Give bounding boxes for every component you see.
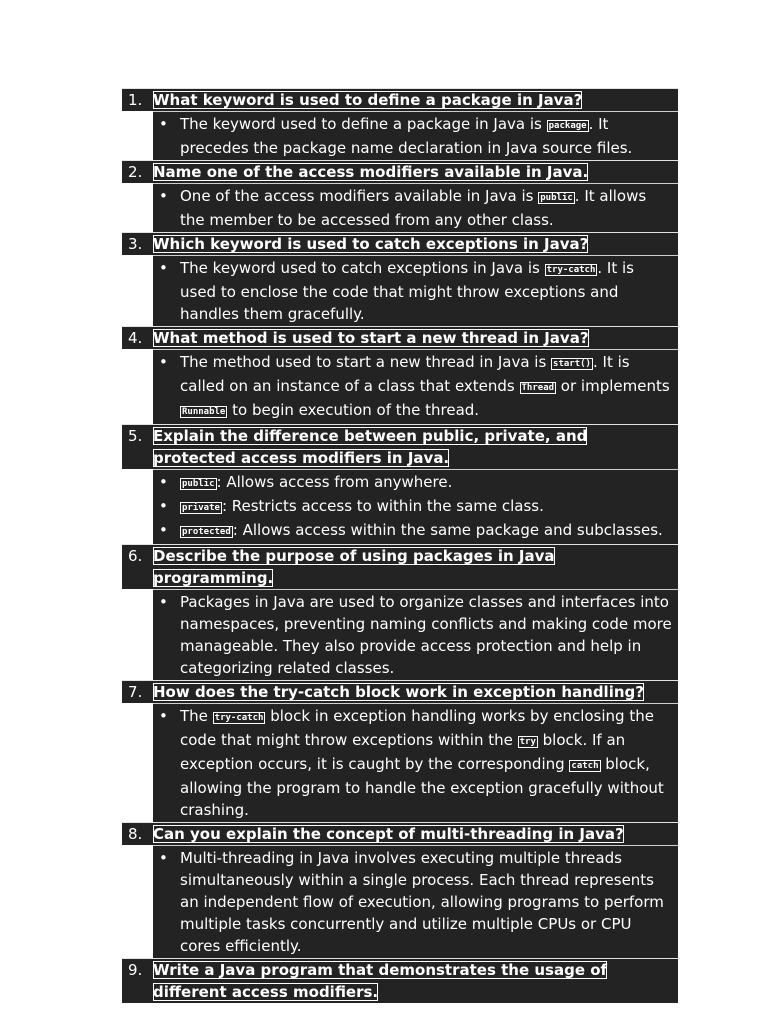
- answer-bullet: [180, 495, 674, 519]
- question-text: What keyword is used to define a package in Java?: [153, 91, 583, 109]
- answer-text: The method used to start a new thread in Java is: [180, 353, 552, 371]
- question-item: [122, 822, 678, 958]
- answer-list: [180, 185, 674, 231]
- code-keyword: try-catch: [214, 713, 264, 723]
- answer-text: block, allowing the program to handle the exception gracefully without crashing.: [180, 755, 664, 819]
- question-heading: [122, 958, 678, 1003]
- answer-text: The keyword used to catch exceptions in Java is: [180, 259, 545, 277]
- answer-block: [153, 255, 678, 326]
- code-keyword: Thread: [521, 383, 555, 393]
- answer-bullet: [180, 471, 674, 495]
- code-keyword: try-catch: [546, 265, 596, 275]
- question-text: What method is used to start a new thread in Java?: [153, 329, 589, 347]
- answer-text: One of the access modifiers available in Java is: [180, 187, 539, 205]
- answer-bullet: [180, 113, 674, 159]
- question-heading: [122, 424, 678, 469]
- answer-text: : Restricts access to within the same class.: [221, 497, 544, 515]
- answer-text: block in exception handling works by enclosing the code that might throw exceptions within the: [180, 707, 654, 749]
- answer-text: or implements: [556, 377, 670, 395]
- answer-bullet: [180, 591, 674, 679]
- question-heading: [122, 822, 678, 845]
- question-text: How does the try-catch block work in exception handling?: [153, 683, 644, 701]
- question-text: Which keyword is used to catch exceptions in Java?: [153, 235, 589, 253]
- answer-list: [180, 847, 674, 957]
- answer-block: [153, 845, 678, 958]
- answer-text: : Allows access from anywhere.: [216, 473, 453, 491]
- question-number: 9.: [128, 961, 143, 979]
- question-heading: [122, 160, 678, 183]
- answer-block: [153, 111, 678, 160]
- answer-block: [153, 469, 678, 544]
- code-keyword: public: [540, 193, 573, 203]
- question-item: [122, 544, 678, 680]
- answer-block: [153, 183, 678, 232]
- question-heading: [122, 544, 678, 589]
- question-text: Explain the difference between public, private, and protected access modifiers in Java.: [153, 427, 588, 467]
- answer-bullet: [180, 519, 674, 543]
- question-item: [122, 326, 678, 424]
- answer-list: [180, 705, 674, 821]
- question-heading: [122, 88, 678, 111]
- answer-text: . It is used to enclose the code that might throw exceptions and handles them gracefully.: [180, 259, 634, 323]
- answer-list: [180, 471, 674, 543]
- question-number: 8.: [128, 825, 143, 843]
- question-text: Describe the purpose of using packages in Java programming.: [153, 547, 555, 587]
- question-text: Write a Java program that demonstrates the usage of different access modifiers.: [153, 961, 608, 1001]
- code-keyword: start(): [553, 359, 591, 369]
- question-heading: [122, 232, 678, 255]
- question-item: [122, 88, 678, 160]
- answer-bullet: [180, 351, 674, 423]
- answer-text: . It allows the member to be accessed from any other class.: [180, 187, 647, 229]
- answer-list: [180, 351, 674, 423]
- question-number: 3.: [128, 235, 143, 253]
- question-number: 2.: [128, 163, 143, 181]
- code-keyword: private: [182, 503, 220, 513]
- code-keyword: Runnable: [182, 407, 226, 417]
- answer-text: Multi-threading in Java involves executing multiple threads simultaneously within a single process. Each thread represents an independent flow of execution, allowing programs to perform multiple tasks concurrently and utilize multiple CPUs or CPU cores efficiently.: [180, 849, 664, 955]
- answer-list: [180, 113, 674, 159]
- answer-list: [180, 591, 674, 679]
- answer-text: : Allows access within the same package and subclasses.: [232, 521, 663, 539]
- question-number: 7.: [128, 683, 143, 701]
- answer-bullet: [180, 257, 674, 325]
- question-item: [122, 160, 678, 232]
- code-keyword: protected: [182, 527, 231, 537]
- answer-text: . It precedes the package name declaration in Java source files.: [180, 115, 633, 157]
- answer-block: [153, 703, 678, 822]
- question-item: [122, 424, 678, 544]
- question-text: Can you explain the concept of multi-threading in Java?: [153, 825, 624, 843]
- question-number: 6.: [128, 547, 143, 565]
- answer-text: block. If an exception occurs, it is caught by the corresponding: [180, 731, 626, 773]
- answer-text: The: [180, 707, 213, 725]
- code-keyword: public: [182, 479, 215, 489]
- question-item: [122, 232, 678, 326]
- answer-text: Packages in Java are used to organize classes and interfaces into namespaces, preventing naming conflicts and making code more manageable. They also provide access protection and help in categorizing related classes.: [180, 593, 672, 677]
- answer-text: . It is called on an instance of a class that extends: [180, 353, 630, 395]
- code-keyword: catch: [571, 761, 599, 771]
- answer-list: [180, 257, 674, 325]
- answer-bullet: [180, 185, 674, 231]
- answer-bullet: [180, 705, 674, 821]
- question-number: 5.: [128, 427, 143, 445]
- answer-block: [153, 349, 678, 424]
- question-item: [122, 680, 678, 822]
- answer-bullet: [180, 847, 674, 957]
- question-heading: [122, 326, 678, 349]
- answer-block: [153, 589, 678, 680]
- question-heading: [122, 680, 678, 703]
- question-number: 4.: [128, 329, 143, 347]
- question-text: Name one of the access modifiers available in Java.: [153, 163, 589, 181]
- question-number: 1.: [128, 91, 143, 109]
- code-keyword: package: [548, 121, 587, 131]
- qa-document: [122, 88, 678, 1003]
- answer-text: to begin execution of the thread.: [227, 401, 480, 419]
- code-keyword: try: [519, 737, 536, 747]
- answer-text: The keyword used to define a package in Java is: [180, 115, 547, 133]
- question-item: [122, 958, 678, 1003]
